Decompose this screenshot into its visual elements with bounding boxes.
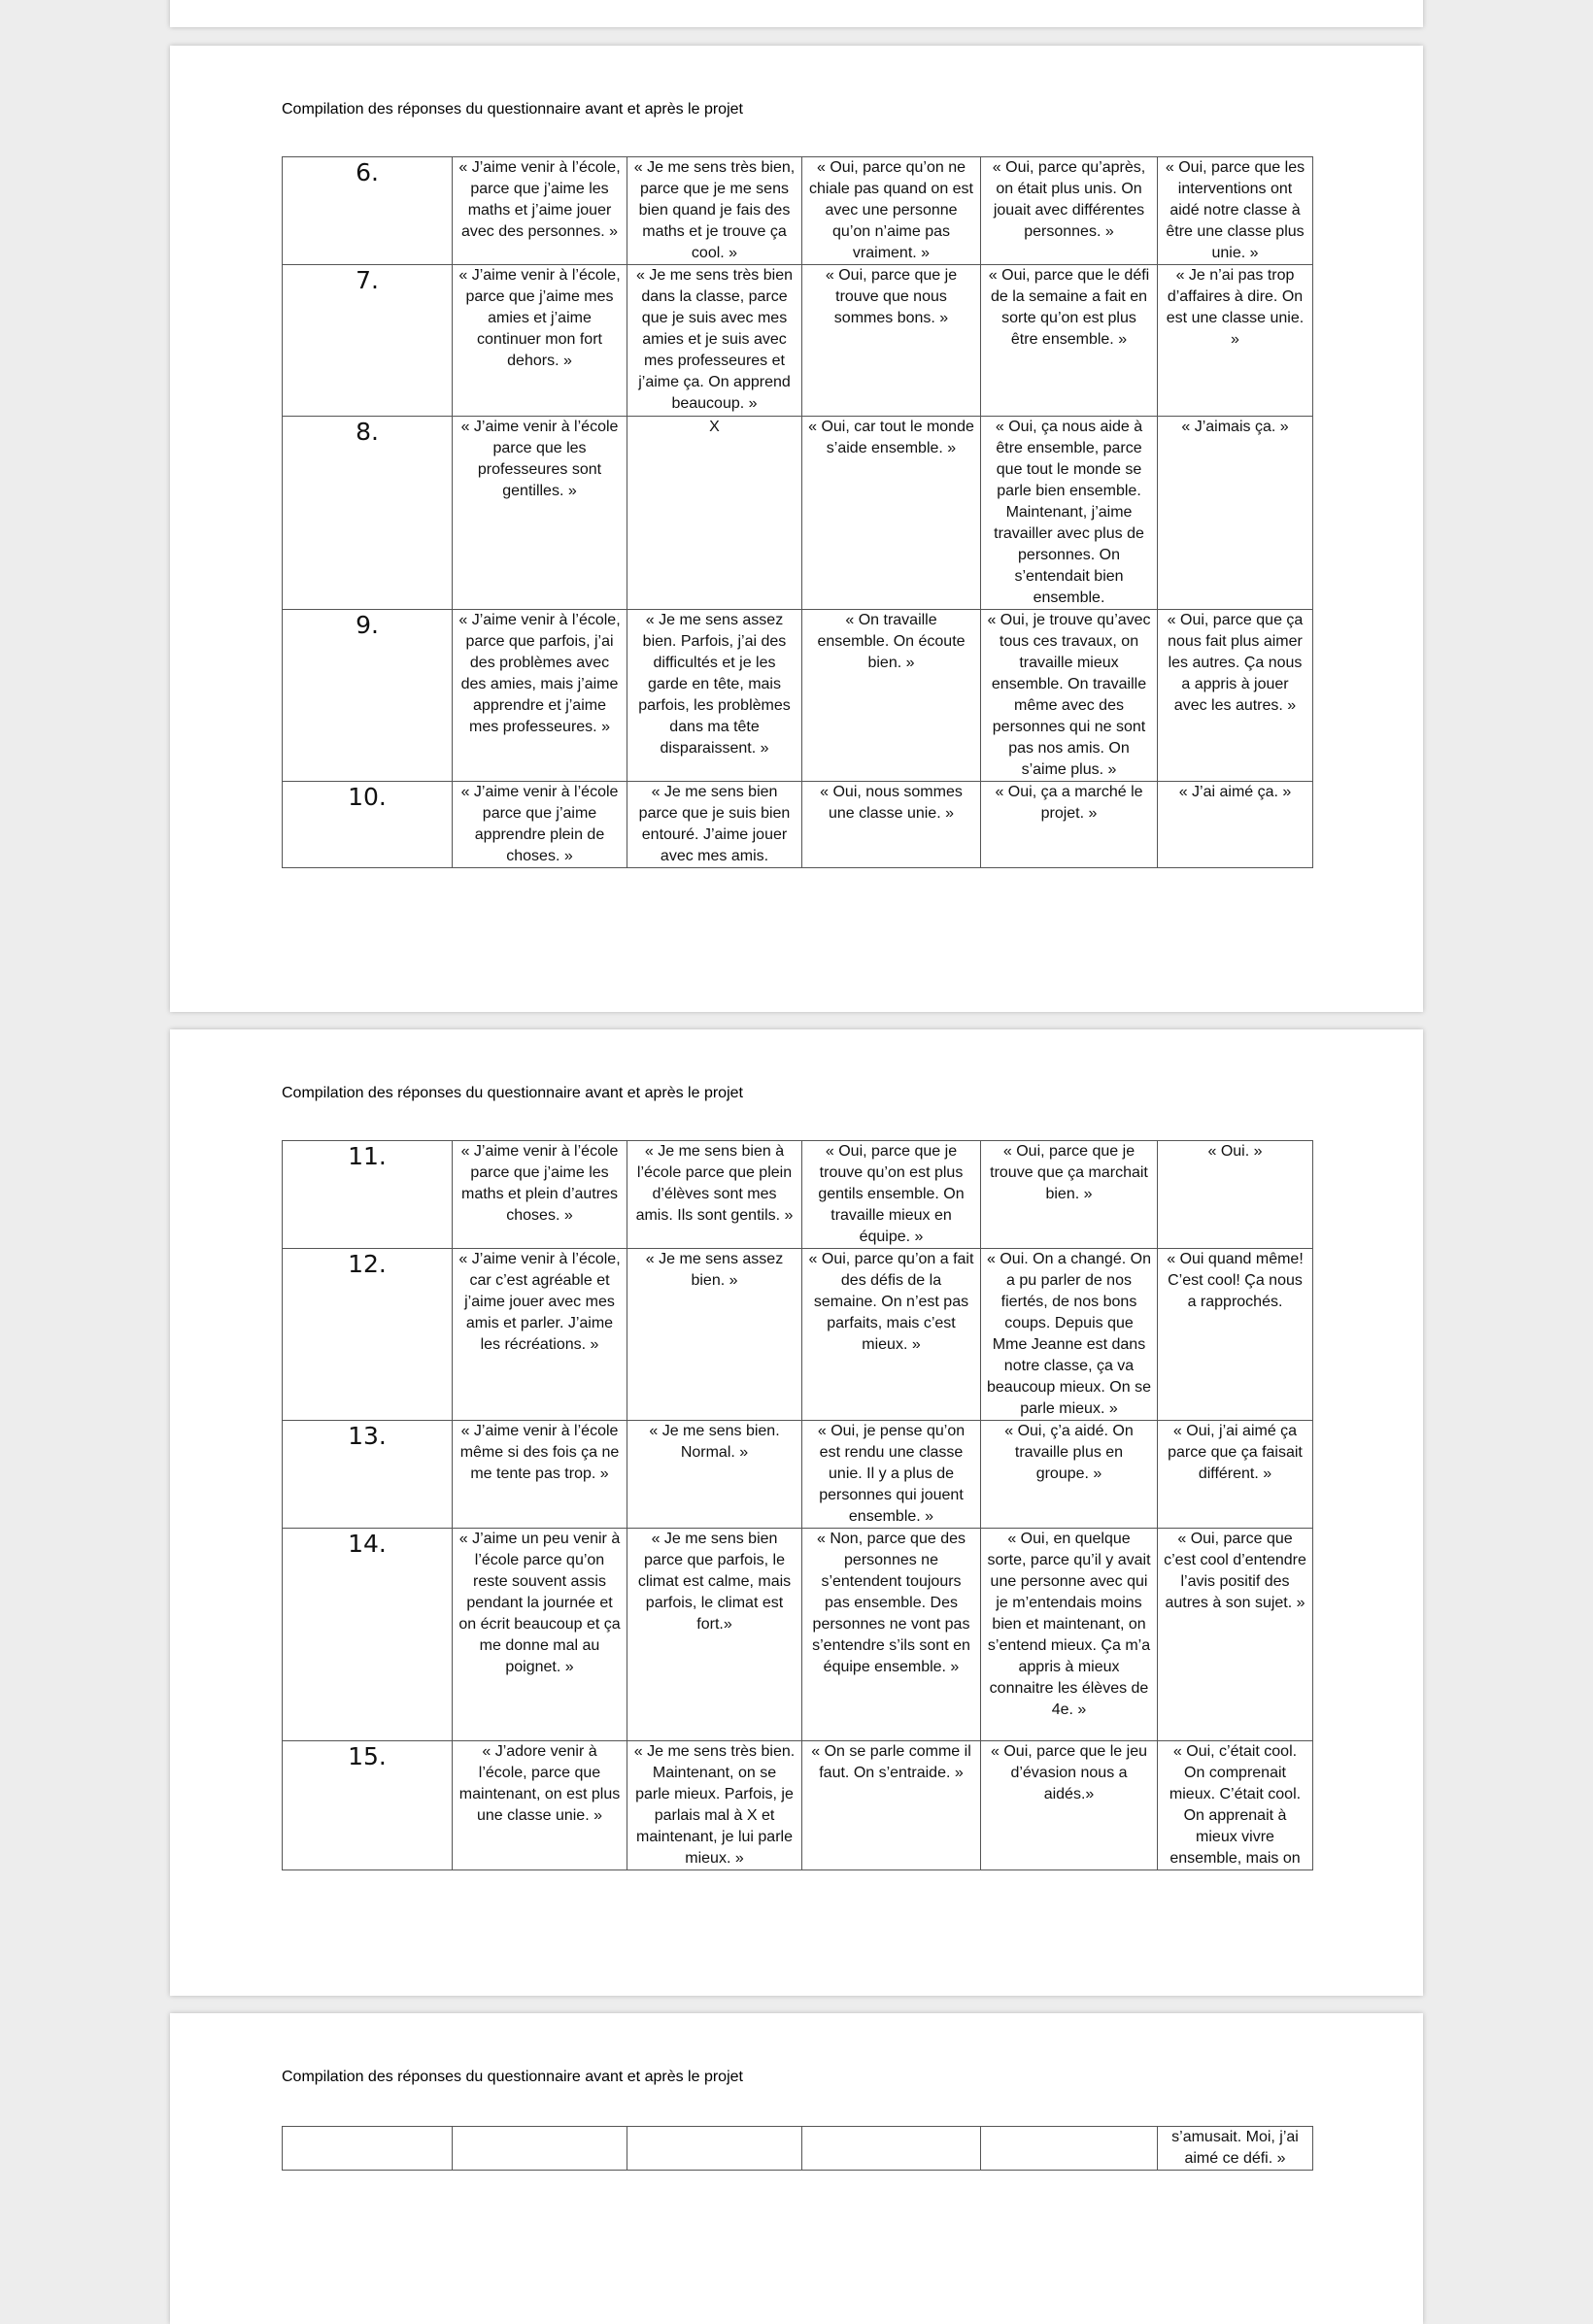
table-cell: « Oui, parce que c’est cool d’entendre l’avis positif des autres à son sujet. » xyxy=(1158,1529,1313,1741)
respondent-number: 15. xyxy=(283,1741,453,1870)
table-cell: « J’aime venir à l’école même si des fois ça ne me tente pas trop. » xyxy=(453,1421,627,1529)
table-cell: s’amusait. Moi, j’ai aimé ce défi. » xyxy=(1158,2127,1313,2171)
table-cell: « Oui, parce que je trouve que nous sommes bons. » xyxy=(802,265,981,417)
table-cell: « Je me sens assez bien. » xyxy=(627,1249,802,1421)
table-cell: « Oui. On a changé. On a pu parler de nos fiertés, de nos bons coups. Depuis que Mme Jeanne est dans notre classe, ça va beaucoup mieux. On se parle mieux. » xyxy=(981,1249,1158,1421)
table-row xyxy=(283,265,1313,417)
respondent-number: 10. xyxy=(283,782,453,868)
page-header: Compilation des réponses du questionnaire avant et après le projet xyxy=(282,101,743,118)
respondent-number: 11. xyxy=(283,1141,453,1249)
table-cell: « J’aimais ça. » xyxy=(1158,417,1313,610)
table-cell: « On se parle comme il faut. On s’entraide. » xyxy=(802,1741,981,1870)
document-page-2 xyxy=(170,1029,1423,1996)
table-cell: « J’aime venir à l’école parce que les professeures sont gentilles. » xyxy=(453,417,627,610)
page-header: Compilation des réponses du questionnaire avant et après le projet xyxy=(282,1085,743,1101)
table-row xyxy=(283,1249,1313,1421)
table-cell: « Oui, je pense qu’on est rendu une classe unie. Il y a plus de personnes qui jouent ensemble. » xyxy=(802,1421,981,1529)
document-page-1 xyxy=(170,46,1423,1012)
table-cell: « Oui, car tout le monde s’aide ensemble. » xyxy=(802,417,981,610)
table-cell: « Oui, ça nous aide à être ensemble, parce que tout le monde se parle bien ensemble. Maintenant, j’aime travailler avec plus de personnes. On s’entendait bien ensemble. xyxy=(981,417,1158,610)
table-cell: « J’aime venir à l’école, parce que j’aime mes amies et j’aime continuer mon fort dehors. » xyxy=(453,265,627,417)
table-cell: « Je me sens assez bien. Parfois, j’ai des difficultés et je les garde en tête, mais parfois, les problèmes dans ma tête disparaissent. » xyxy=(627,610,802,782)
table-cell: « Oui, je trouve qu’avec tous ces travaux, on travaille mieux ensemble. On travaille même avec des personnes qui ne sont pas nos amis. On s’aime plus. » xyxy=(981,610,1158,782)
respondent-number: 8. xyxy=(283,417,453,610)
table-cell xyxy=(802,2127,981,2171)
table-cell: « Oui, parce que les interventions ont aidé notre classe à être une classe plus unie. » xyxy=(1158,157,1313,265)
table-cell: « On travaille ensemble. On écoute bien. » xyxy=(802,610,981,782)
table-cell: « Oui, ça a marché le projet. » xyxy=(981,782,1158,868)
table-cell: « Oui, nous sommes une classe unie. » xyxy=(802,782,981,868)
table-cell: « J’aime venir à l’école, parce que j’aime les maths et j’aime jouer avec des personnes. » xyxy=(453,157,627,265)
table-cell: « Je me sens bien à l’école parce que plein d’élèves sont mes amis. Ils sont gentils. » xyxy=(627,1141,802,1249)
table-row xyxy=(283,782,1313,868)
table-cell: X xyxy=(627,417,802,610)
table-cell: « Je n’ai pas trop d’affaires à dire. On est une classe unie. » xyxy=(1158,265,1313,417)
answers-table xyxy=(282,2126,1313,2171)
table-cell: « Oui, parce que je trouve que ça marchait bien. » xyxy=(981,1141,1158,1249)
table-row xyxy=(283,1529,1313,1741)
respondent-number xyxy=(283,2127,453,2171)
table-row xyxy=(283,1141,1313,1249)
table-cell: « Je me sens bien parce que parfois, le climat est calme, mais parfois, le climat est fort.» xyxy=(627,1529,802,1741)
table-cell: « Oui, parce que le jeu d’évasion nous a aidés.» xyxy=(981,1741,1158,1870)
table-cell: « Oui quand même! C’est cool! Ça nous a rapprochés. xyxy=(1158,1249,1313,1421)
table-cell: « Non, parce que des personnes ne s’entendent toujours pas ensemble. Des personnes ne vont pas s’entendre s’ils sont en équipe ensemble. » xyxy=(802,1529,981,1741)
table-cell: « Oui, en quelque sorte, parce qu’il y avait une personne avec qui je m’entendais moins bien et maintenant, on s’entend mieux. Ça m’a appris à mieux connaitre les élèves de 4e. » xyxy=(981,1529,1158,1741)
table-cell: « Oui. » xyxy=(1158,1141,1313,1249)
table-row xyxy=(283,417,1313,610)
table-row xyxy=(283,610,1313,782)
table-cell: « Oui, parce qu’après, on était plus unis. On jouait avec différentes personnes. » xyxy=(981,157,1158,265)
table-cell xyxy=(981,2127,1158,2171)
table-cell: « J’aime venir à l’école parce que j’aime les maths et plein d’autres choses. » xyxy=(453,1141,627,1249)
table-cell: « Je me sens bien parce que je suis bien entouré. J’aime jouer avec mes amis. xyxy=(627,782,802,868)
table-cell: « Je me sens très bien. Maintenant, on se parle mieux. Parfois, je parlais mal à X et maintenant, je lui parle mieux. » xyxy=(627,1741,802,1870)
table-cell: « J’aime venir à l’école, parce que parfois, j’ai des problèmes avec des amies, mais j’aime apprendre et j’aime mes professeures. » xyxy=(453,610,627,782)
document-page-3 xyxy=(170,2013,1423,2324)
respondent-number: 14. xyxy=(283,1529,453,1741)
table-cell: « J’adore venir à l’école, parce que maintenant, on est plus une classe unie. » xyxy=(453,1741,627,1870)
table-cell: « J’ai aimé ça. » xyxy=(1158,782,1313,868)
table-cell: « Oui, parce qu’on a fait des défis de la semaine. On n’est pas parfaits, mais c’est mieux. » xyxy=(802,1249,981,1421)
table-row xyxy=(283,157,1313,265)
answers-table xyxy=(282,156,1313,868)
respondent-number: 9. xyxy=(283,610,453,782)
table-cell: « Oui, j’ai aimé ça parce que ça faisait différent. » xyxy=(1158,1421,1313,1529)
respondent-number: 13. xyxy=(283,1421,453,1529)
table-cell: « Je me sens très bien dans la classe, parce que je suis avec mes amies et je suis avec mes professeures et j’aime ça. On apprend beaucoup. » xyxy=(627,265,802,417)
respondent-number: 6. xyxy=(283,157,453,265)
table-cell: « Oui, ç’a aidé. On travaille plus en groupe. » xyxy=(981,1421,1158,1529)
respondent-number: 12. xyxy=(283,1249,453,1421)
table-cell: « Je me sens très bien, parce que je me sens bien quand je fais des maths et je trouve ça cool. » xyxy=(627,157,802,265)
table-cell xyxy=(627,2127,802,2171)
table-cell: « J’aime un peu venir à l’école parce qu’on reste souvent assis pendant la journée et on écrit beaucoup et ça me donne mal au poignet. » xyxy=(453,1529,627,1741)
table-cell: « J’aime venir à l’école, car c’est agréable et j’aime jouer avec mes amis et parler. J’aime les récréations. » xyxy=(453,1249,627,1421)
table-cell: « Je me sens bien. Normal. » xyxy=(627,1421,802,1529)
previous-page xyxy=(170,0,1423,27)
respondent-number: 7. xyxy=(283,265,453,417)
table-cell: « Oui, c’était cool. On comprenait mieux. C’était cool. On apprenait à mieux vivre ensemble, mais on xyxy=(1158,1741,1313,1870)
table-cell: « Oui, parce qu’on ne chiale pas quand on est avec une personne qu’on n’aime pas vraiment. » xyxy=(802,157,981,265)
table-cell: « Oui, parce que ça nous fait plus aimer les autres. Ça nous a appris à jouer avec les autres. » xyxy=(1158,610,1313,782)
table-row xyxy=(283,1421,1313,1529)
page-header: Compilation des réponses du questionnaire avant et après le projet xyxy=(282,2069,743,2085)
table-cell: « J’aime venir à l’école parce que j’aime apprendre plein de choses. » xyxy=(453,782,627,868)
table-row xyxy=(283,2127,1313,2171)
table-cell: « Oui, parce que je trouve qu’on est plus gentils ensemble. On travaille mieux en équipe. » xyxy=(802,1141,981,1249)
answers-table xyxy=(282,1140,1313,1870)
table-row xyxy=(283,1741,1313,1870)
table-cell xyxy=(453,2127,627,2171)
table-cell: « Oui, parce que le défi de la semaine a fait en sorte qu’on est plus être ensemble. » xyxy=(981,265,1158,417)
